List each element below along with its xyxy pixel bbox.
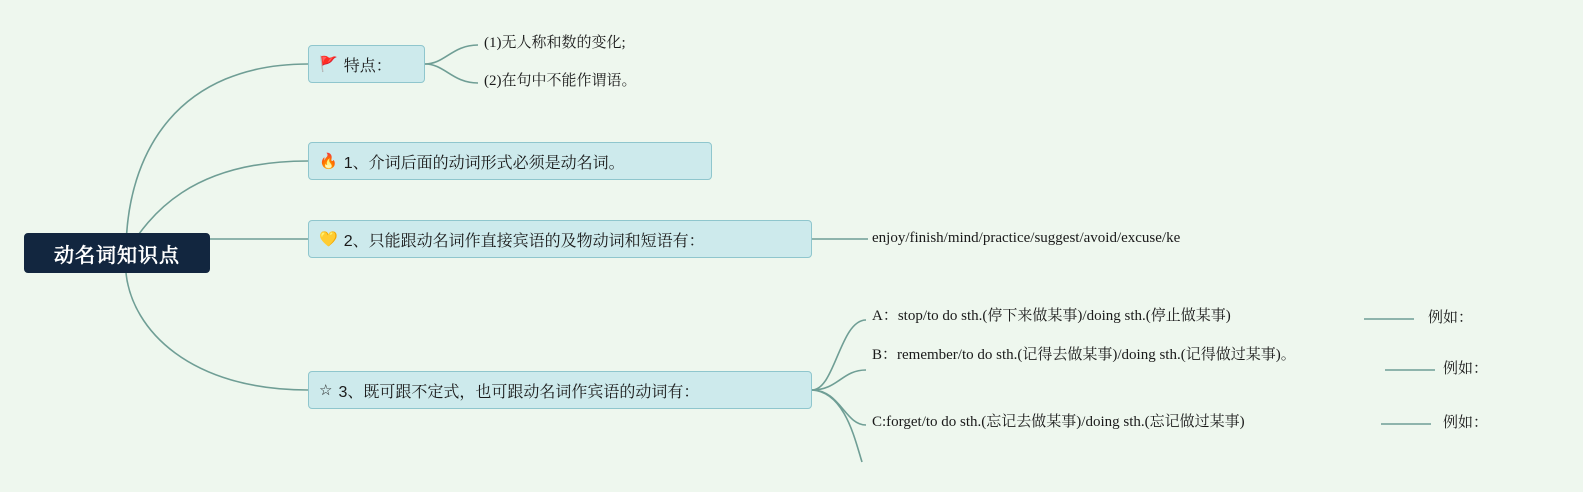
root-label: 动名词知识点 — [54, 244, 180, 267]
branch-node-features[interactable] — [308, 45, 425, 83]
diamond-icon: 💛 — [319, 230, 338, 248]
leaf-forget: C:forget/to do sth.(忘记去做某事)/doing sth.(忘记做过某事) — [872, 414, 1245, 430]
note-remember-example: 例如： — [1443, 360, 1489, 377]
branch-node-rule-1[interactable] — [308, 142, 712, 180]
branch-label-features: 特点： — [343, 57, 392, 75]
leaf-verb-list: enjoy/finish/mind/practice/suggest/avoid/excuse/ke — [872, 230, 1181, 246]
root-node[interactable] — [24, 233, 210, 273]
note-forget-example: 例如： — [1443, 414, 1489, 431]
flag-icon: 🚩 — [319, 55, 338, 73]
fire-icon: 🔥 — [319, 152, 338, 170]
branch-label-rule-1: 1、介词后面的动词形式必须是动名词。 — [343, 154, 625, 172]
branch-node-rule-2[interactable] — [308, 220, 812, 258]
branch-node-rule-3[interactable] — [308, 371, 812, 409]
leaf-feature-2: (2)在句中不能作谓语。 — [484, 73, 637, 89]
leaf-feature-1: (1)无人称和数的变化; — [484, 35, 626, 51]
branch-label-rule-3: 3、既可跟不定式，也可跟动名词作宾语的动词有： — [338, 383, 700, 401]
leaf-remember: B：remember/to do sth.(记得去做某事)/doing sth.(记得做过某事)。 — [872, 347, 1296, 363]
branch-label-rule-2: 2、只能跟动名词作直接宾语的及物动词和短语有： — [343, 232, 705, 250]
star-icon: ☆ — [319, 381, 333, 399]
note-stop-example: 例如： — [1428, 309, 1474, 326]
leaf-stop: A：stop/to do sth.(停下来做某事)/doing sth.(停止做某事) — [872, 308, 1231, 324]
